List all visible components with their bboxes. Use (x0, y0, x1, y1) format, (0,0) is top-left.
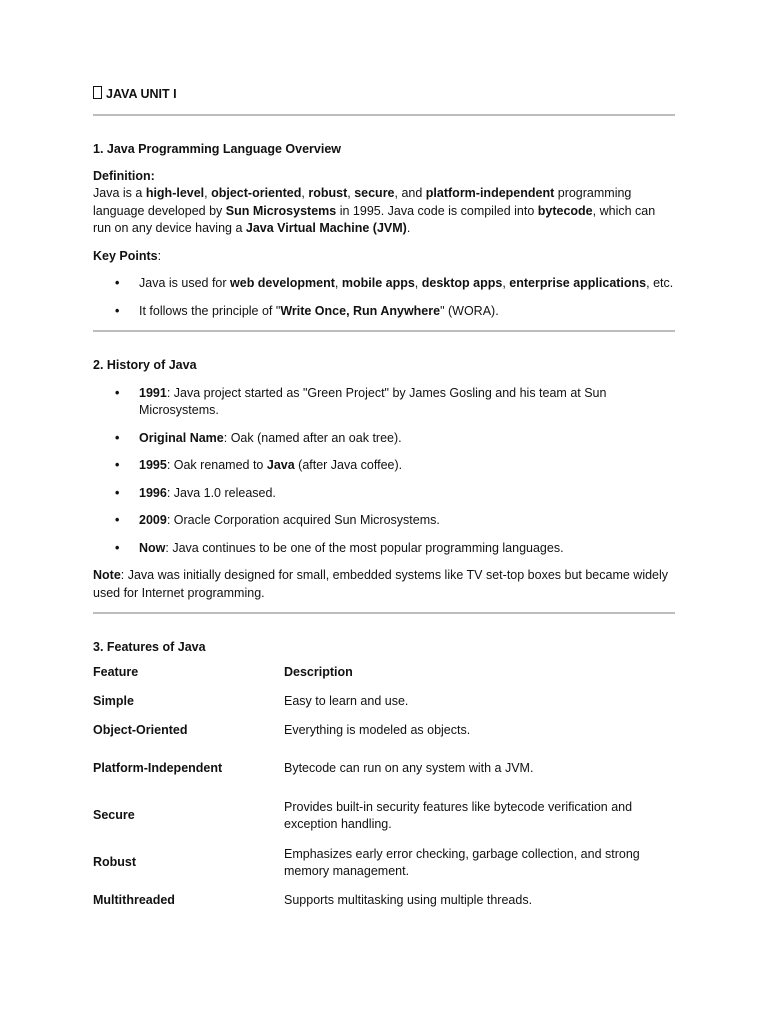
list-item: • 1995: Oak renamed to Java (after Java coffee). (93, 457, 675, 475)
definition-text: Java is a high-level, object-oriented, robust, secure, and platform-independent programming language developed by Sun Microsystems in 1995. Java code is compiled into bytecode, which can run on any device having a Java Virtual Machine (JVM). (93, 186, 656, 235)
feature-cell: Multithreaded (93, 893, 175, 908)
table-row (93, 717, 675, 746)
list-item: • 1991: Java project started as "Green Project" by James Gosling and his team at Sun Microsystems. (93, 385, 675, 420)
document-title-text: JAVA UNIT I (106, 87, 177, 101)
description-cell: Everything is modeled as objects. (284, 723, 471, 738)
feature-cell: Platform-Independent (93, 761, 223, 776)
section-2-heading: 2. History of Java (93, 358, 197, 372)
document-title (93, 86, 675, 106)
list-item: • Now: Java continues to be one of the most popular programming languages. (93, 540, 675, 558)
description-cell: Easy to learn and use. (284, 694, 409, 709)
column-header-description: Description (284, 665, 353, 680)
list-item: • It follows the principle of "Write Once, Run Anywhere" (WORA). (93, 303, 675, 321)
description-cell: Provides built-in security features like bytecode verification and exception handling. (284, 799, 633, 831)
missing-glyph-icon (93, 86, 102, 99)
table-row (93, 840, 675, 887)
feature-cell: Simple (93, 694, 134, 709)
table-row (93, 746, 675, 793)
list-item: • Original Name: Oak (named after an oak tree). (93, 430, 675, 448)
list-item: • 2009: Oracle Corporation acquired Sun Microsystems. (93, 512, 675, 530)
history-note: Note: Java was initially designed for small, embedded systems like TV set-top boxes but became widely used for Internet programming. (93, 568, 669, 600)
history-list (93, 385, 675, 558)
column-header-feature: Feature (93, 665, 139, 680)
table-header-row (93, 659, 675, 688)
definition-label: Definition: (93, 168, 155, 183)
section-1-heading: 1. Java Programming Language Overview (93, 142, 342, 156)
description-cell: Supports multitasking using multiple threads. (284, 893, 533, 908)
list-item: • 1996: Java 1.0 released. (93, 485, 675, 503)
table-row (93, 887, 675, 916)
feature-cell: Robust (93, 855, 137, 870)
features-table (93, 659, 675, 916)
description-cell: Emphasizes early error checking, garbage collection, and strong memory management. (284, 846, 640, 878)
key-points-label: Key Points: (93, 248, 162, 263)
table-row (93, 793, 675, 840)
table-row (93, 688, 675, 717)
document-content (93, 86, 675, 916)
feature-cell: Secure (93, 808, 135, 823)
section-3-heading: 3. Features of Java (93, 640, 206, 654)
key-points-list (93, 275, 675, 320)
description-cell: Bytecode can run on any system with a JVM. (284, 761, 534, 776)
list-item: • Java is used for web development, mobile apps, desktop apps, enterprise applications, etc. (93, 275, 675, 293)
feature-cell: Object-Oriented (93, 723, 188, 738)
